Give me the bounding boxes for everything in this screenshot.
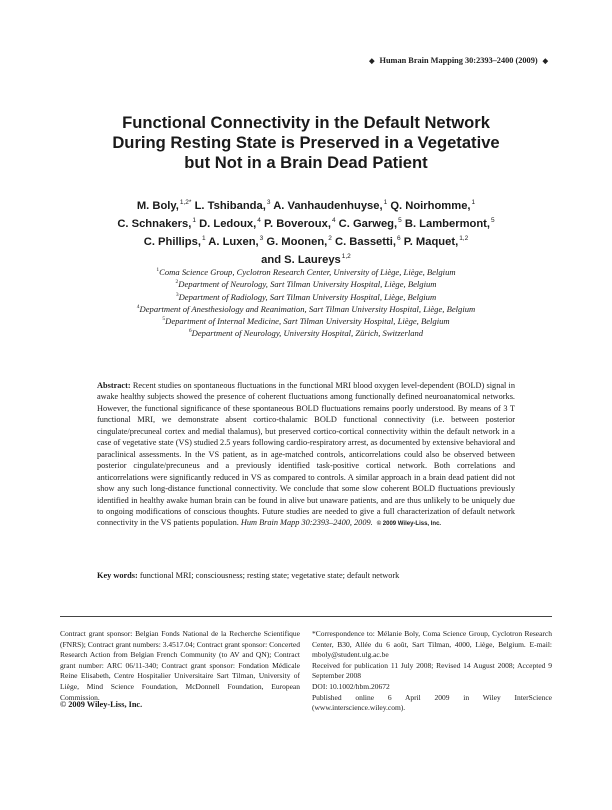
- abstract: [97, 380, 515, 531]
- affiliation-text: Coma Science Group, Cyclotron Research Center, University of Liège, Liège, Belgium: [159, 267, 456, 277]
- footnote-divider: [60, 616, 552, 617]
- affiliation-text: Department of Internal Medicine, Sart Tilman University Hospital, Liège, Belgium: [165, 316, 450, 327]
- author-affiliation-mark: 1,2: [341, 253, 351, 261]
- journal-reference: Human Brain Mapping 30:2393–2400 (2009): [379, 56, 538, 65]
- author-name: C. Garweg,: [338, 218, 398, 230]
- keywords-label: Key words:: [97, 571, 138, 580]
- author-name: A. Luxen,: [208, 236, 259, 248]
- abstract-label: Abstract:: [97, 381, 131, 390]
- affiliation: [60, 266, 552, 278]
- affiliation: [60, 303, 552, 315]
- article-title: [60, 113, 552, 173]
- author-affiliation-mark: 1: [383, 199, 388, 207]
- author-affiliation-mark: 1: [471, 199, 476, 207]
- affiliation-number: 4: [136, 304, 140, 311]
- title-line: Functional Connectivity in the Default Network: [122, 113, 490, 132]
- affiliation-text: Department of Radiology, Sart Tilman University Hospital, Liège, Belgium: [178, 291, 437, 302]
- published-online: Published online 6 April 2009 in Wiley InterScience (www.interscience.wiley.com).: [312, 692, 552, 713]
- affiliation-list: [60, 266, 552, 340]
- author-name: M. Boly,: [136, 200, 179, 212]
- affiliation-text: Department of Neurology, University Hospital, Zürich, Switzerland: [191, 328, 424, 339]
- author-affiliation-mark: 3: [266, 199, 271, 207]
- affiliation: [60, 315, 552, 327]
- title-line: During Resting State is Preserved in a Vegetative: [112, 133, 500, 152]
- author-affiliation-mark: 5: [398, 217, 402, 225]
- author-affiliation-mark: 1,2*: [179, 199, 192, 207]
- author-name: G. Moonen,: [266, 236, 328, 248]
- author-name: and S. Laureys: [261, 254, 341, 266]
- abstract-body: Recent studies on spontaneous fluctuations in the functional MRI blood oxygen level-dependent (BOLD) signal in awake healthy subjects showed the presence of coherent fluctuations among functionally defined neuroanatomical networks. However, the functional significance of these spontaneous BOLD fluctuations remains poorly understood. By means of 3 T functional MRI, we demonstrate absent cortico-thalamic BOLD functional connectivity (i.e. between posterior cingulate/precuneal cortex and medial thalamus), but preserved cortico-cortical connectivity within the default network in a case of vegetative state (VS) studied 2.5 years following cardio-respiratory arrest, as documented by extensive behavioral and paraclinical assessments. In the VS patient, as in age-matched controls, anticorrelations could also be observed between posterior cingulate/precuneus and a previously identified task-positive cortical network. Both correlations and anticorrelations were significantly reduced in VS as compared to controls. A similar approach in a brain dead patient did not show any such long-distance functional connectivity. We conclude that some slow coherent BOLD fluctuations previously identified in healthy awake human brain can be found in alive but unaware patients, and are thus unlikely to be uniquely due to ongoing modifications of conscious thoughts. Future studies are needed to give a full characterization of default network connectivity in the VS patients population.: [97, 381, 515, 528]
- author-name: P. Maquet,: [403, 236, 459, 248]
- diamond-bullet-icon: ◆: [542, 56, 548, 65]
- author-affiliation-mark: 1,2: [459, 235, 469, 243]
- author-affiliation-mark: 4: [331, 217, 336, 225]
- affiliation-number: 3: [175, 291, 179, 298]
- author-affiliation-mark: 1: [201, 235, 206, 243]
- author-affiliation-mark: 3: [259, 235, 264, 243]
- keywords-text: functional MRI; consciousness; resting state; vegetative state; default network: [139, 571, 400, 580]
- author-line: [60, 233, 552, 251]
- correspondence-text: *Correspondence to: Mélanie Boly, Coma Science Group, Cyclotron Research Center, B30, Allée du 6 août, Sart Tilman, 4000, Liège, Belgium. E-mail: mboly@student.ulg.ac.be: [312, 629, 552, 660]
- author-name: A. Vanhaudenhuyse,: [273, 200, 383, 212]
- author-line: [60, 215, 552, 233]
- author-name: C. Schnakers,: [117, 218, 192, 230]
- author-name: B. Lambermont,: [404, 218, 491, 230]
- affiliation-number: 1: [156, 267, 160, 274]
- keywords: [97, 570, 515, 581]
- author-name: Q. Noirhomme,: [390, 200, 471, 212]
- affiliation-text: Department of Anesthesiology and Reanimation, Sart Tilman University Hospital, Liège, Belgium: [139, 303, 476, 314]
- author-name: P. Boveroux,: [263, 218, 331, 230]
- author-name: D. Ledoux,: [199, 218, 257, 230]
- author-affiliation-mark: 1: [192, 217, 196, 225]
- author-affiliation-mark: 4: [257, 217, 261, 225]
- affiliation-number: 2: [175, 279, 179, 286]
- title-line: but Not in a Brain Dead Patient: [184, 153, 428, 172]
- author-name: L. Tshibanda,: [194, 200, 266, 212]
- affiliation: [60, 327, 552, 339]
- grant-footnote: Contract grant sponsor: Belgian Fonds National de la Recherche Scientifique (FNRS); Contract grant numbers: 3.4517.04; Contract grant sponsor: Concerted Research Action from Belgian French Community (to AV and QN); Contract grant number: ARC 06/11-340; Contract grant sponsor: Fondation Médicale Reine Elisabeth, Centre Hospitalier Universitaire Sart Tilman, University of Liège, Mind Science Foundation, McDonnell Foundation, European Commission.: [60, 629, 300, 702]
- affiliation-text: Department of Neurology, Sart Tilman University Hospital, Liège, Belgium: [178, 279, 437, 290]
- affiliation: [60, 278, 552, 290]
- author-line: [60, 197, 552, 215]
- abstract-copyright: © 2009 Wiley-Liss, Inc.: [376, 521, 442, 528]
- author-list: [60, 197, 552, 269]
- abstract-citation: Hum Brain Mapp 30:2393–2400, 2009.: [240, 518, 373, 528]
- author-affiliation-mark: 5: [491, 217, 495, 225]
- author-affiliation-mark: 2: [328, 235, 332, 243]
- affiliation-number: 5: [162, 316, 166, 323]
- author-name: C. Phillips,: [143, 236, 201, 248]
- affiliation-number: 6: [188, 328, 192, 335]
- correspondence-footnote: [312, 629, 552, 714]
- affiliation: [60, 291, 552, 303]
- diamond-bullet-icon: ◆: [369, 56, 375, 65]
- running-header: [369, 56, 548, 65]
- doi: DOI: 10.1002/hbm.20672: [312, 681, 390, 691]
- footer-copyright: © 2009 Wiley-Liss, Inc.: [60, 700, 143, 709]
- author-name: C. Bassetti,: [335, 236, 396, 248]
- received-dates: Received for publication 11 July 2008; Revised 14 August 2008; Accepted 9 September 2008: [312, 660, 552, 681]
- author-affiliation-mark: 6: [396, 235, 401, 243]
